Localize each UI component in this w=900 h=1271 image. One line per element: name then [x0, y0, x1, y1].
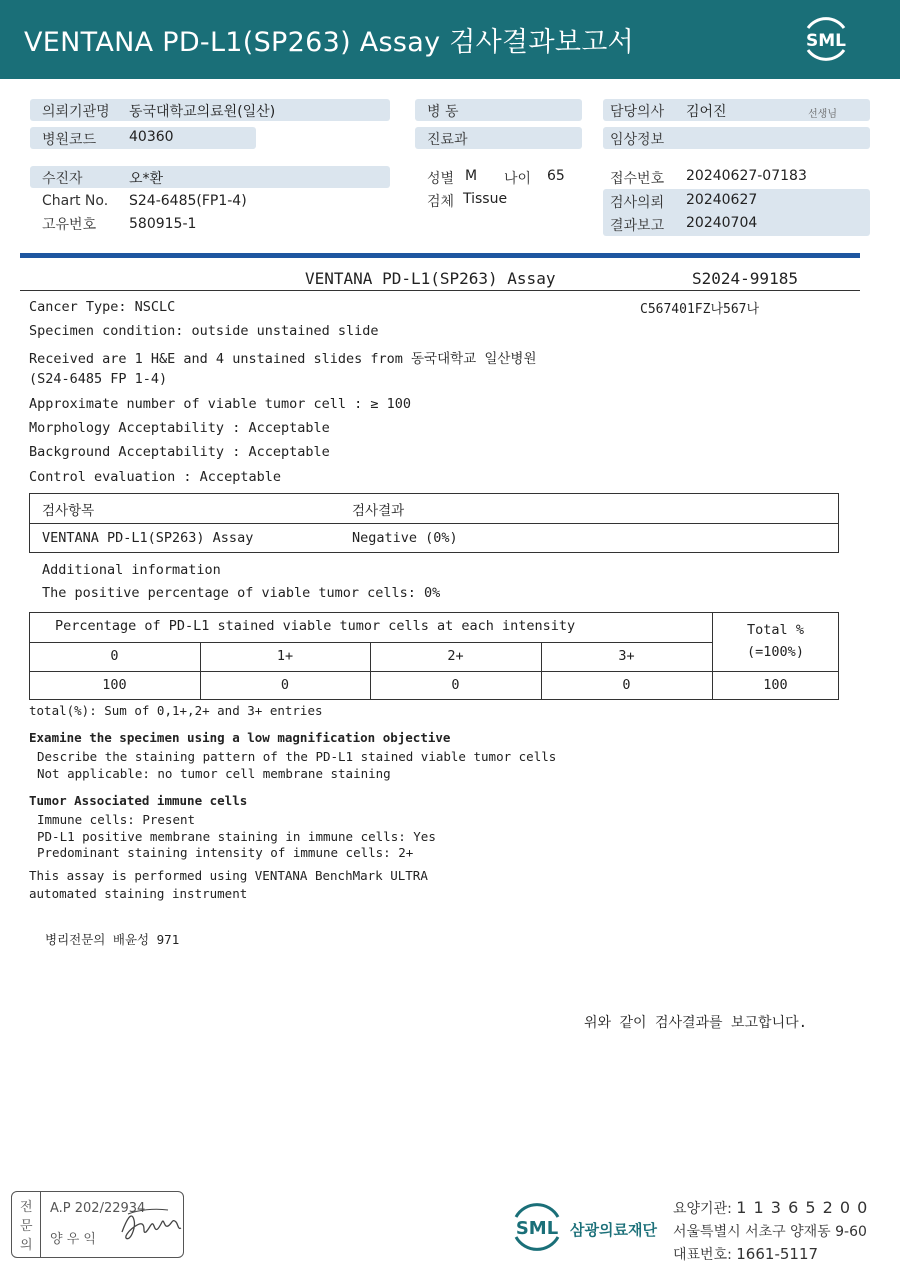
value-1plus: 0: [280, 677, 290, 693]
ward-label: 병 동: [427, 104, 459, 120]
care-label: 요양기관:: [673, 1201, 737, 1217]
care-institution: [673, 1198, 868, 1218]
sml-arc-logo-icon: [508, 1197, 566, 1255]
sex-value: M: [465, 168, 478, 184]
examine-line2: Not applicable: no tumor cell membrane staining: [37, 766, 391, 781]
doctor-value: 김어진: [686, 104, 727, 120]
result-value: Negative (0%): [352, 530, 458, 546]
care-number: 1 1 3 6 5 2 0 0: [736, 1198, 869, 1217]
pathologist: 병리전문의 배윤성 971: [45, 932, 180, 947]
request-value: 20240627: [686, 192, 758, 208]
receipt-value: 20240627-07183: [686, 168, 807, 184]
col-header-2plus: 2+: [447, 648, 464, 664]
immune-line1: Immune cells: Present: [37, 812, 196, 827]
positive-percentage: The positive percentage of viable tumor cells: 0%: [42, 585, 441, 601]
dept-label: 진료과: [427, 132, 468, 148]
org-name: 삼광의료재단: [570, 1221, 657, 1239]
hospital-code-value: 40360: [129, 129, 174, 145]
org-logo-text: SML: [515, 1218, 559, 1239]
assay-title: VENTANA PD-L1(SP263) Assay: [305, 269, 556, 288]
value-0: 100: [102, 677, 127, 693]
instrument-line1: This assay is performed using VENTANA BenchMark ULTRA: [29, 868, 428, 883]
specimen-label: 검체: [427, 194, 455, 210]
immune-line3: Predominant staining intensity of immune cells: 2+: [37, 845, 414, 860]
patient-value: 오*환: [129, 171, 164, 187]
doctor-label: 담당의사: [610, 104, 665, 120]
stamp-side-char-3: 의: [20, 1238, 33, 1253]
patient-row: [30, 166, 390, 188]
examine-title: Examine the specimen using a low magnification objective: [29, 730, 451, 745]
received-slides: Received are 1 H&E and 4 unstained slides from 동국대학교 일산병원: [29, 351, 537, 367]
value-3plus: 0: [622, 677, 631, 693]
cancer-type: Cancer Type: NSCLC: [29, 299, 176, 315]
intensity-footnote: total(%): Sum of 0,1+,2+ and 3+ entries: [29, 703, 323, 718]
stamp-license: A.P 202/22934: [50, 1201, 146, 1216]
receipt-label: 접수번호: [610, 171, 665, 187]
age-value: 65: [547, 168, 565, 184]
stamp-side-char-2: 문: [20, 1219, 33, 1234]
chart-label: Chart No.: [42, 193, 109, 209]
specimen-condition: Specimen condition: outside unstained slide: [29, 323, 379, 339]
intensity-header: Percentage of PD-L1 stained viable tumor cells at each intensity: [55, 618, 576, 634]
phone-number: 1661-5117: [736, 1245, 819, 1263]
col-header-0: 0: [110, 648, 119, 664]
examine-line1: Describe the staining pattern of the PD-L1 stained viable tumor cells: [37, 749, 557, 764]
request-label: 검사의뢰: [610, 195, 665, 211]
value-total: 100: [763, 677, 788, 693]
report-label: 결과보고: [610, 218, 665, 234]
doctor-suffix: 선생님: [808, 109, 837, 120]
divider-thin: [20, 290, 860, 291]
stamp-side-char-1: 전: [20, 1200, 33, 1215]
specimen-code: C567401FZ나567나: [640, 302, 760, 317]
report-id: S2024-99185: [692, 269, 798, 288]
col-header-3plus: 3+: [618, 648, 635, 664]
col-header-1plus: 1+: [276, 648, 294, 664]
clinical-label: 임상정보: [610, 132, 665, 148]
chart-value: S24-6485(FP1-4): [129, 193, 247, 209]
age-label: 나이: [504, 171, 532, 187]
total-header-1: Total %: [747, 622, 804, 638]
specimen-value: Tissue: [463, 191, 508, 207]
received-ref: (S24-6485 FP 1-4): [29, 371, 168, 387]
immune-title: Tumor Associated immune cells: [29, 793, 248, 808]
tumor-cell-count: Approximate number of viable tumor cell : ≥ 100: [29, 396, 412, 412]
institution-label: 의뢰기관명: [42, 104, 110, 120]
unique-label: 고유번호: [42, 217, 97, 233]
result-item: VENTANA PD-L1(SP263) Assay: [42, 530, 254, 546]
institution-value: 동국대학교의료원(일산): [129, 104, 276, 120]
closing-statement: 위와 같이 검사결과를 보고합니다.: [584, 1015, 808, 1031]
result-header-result: 검사결과: [352, 503, 405, 519]
org-phone: [673, 1244, 818, 1264]
patient-label: 수진자: [42, 171, 83, 187]
unique-value: 580915-1: [129, 216, 197, 232]
handwritten-signature-icon: [118, 1202, 184, 1246]
background: Background Acceptability : Acceptable: [29, 444, 330, 460]
instrument-line2: automated staining instrument: [29, 886, 248, 901]
hospital-code-label: 병원코드: [42, 132, 97, 148]
total-header-2: (=100%): [747, 644, 804, 660]
sml-arc-logo-icon: [800, 12, 852, 64]
report-title: VENTANA PD-L1(SP263) Assay 검사결과보고서: [24, 27, 634, 58]
immune-line2: PD-L1 positive membrane staining in immune cells: Yes: [37, 829, 436, 844]
phone-label: 대표번호:: [673, 1247, 737, 1263]
value-2plus: 0: [451, 677, 460, 693]
logo-text: SML: [806, 31, 846, 51]
sex-label: 성별: [427, 171, 455, 187]
additional-title: Additional information: [42, 562, 221, 578]
control-evaluation: Control evaluation : Acceptable: [29, 469, 281, 485]
divider-thick: [20, 253, 860, 258]
org-address: 서울특별시 서초구 양재동 9-60: [673, 1224, 867, 1240]
report-value: 20240704: [686, 215, 758, 231]
stamp-name: 양 우 익: [50, 1232, 96, 1247]
morphology: Morphology Acceptability : Acceptable: [29, 420, 330, 436]
intensity-row-divider: [29, 671, 839, 672]
result-header-item: 검사항목: [42, 503, 95, 519]
result-table-divider: [29, 523, 839, 524]
